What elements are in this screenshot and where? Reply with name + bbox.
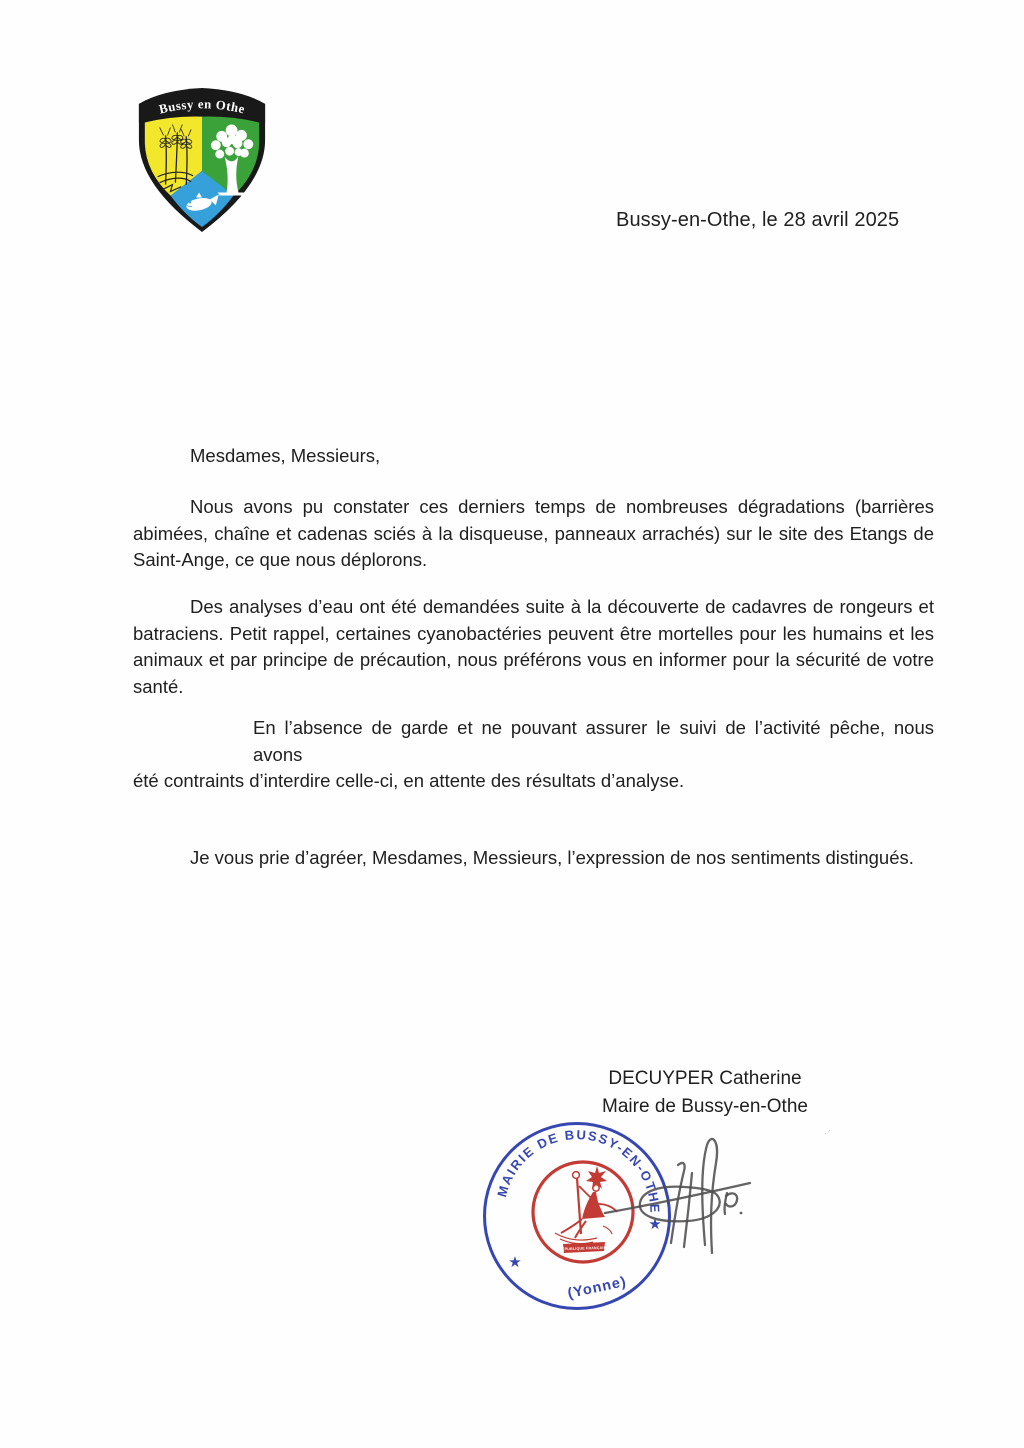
text-line: abimées, chaîne et cadenas sciés à la disqueuse, panneaux arrachés) sur le site des Etangs de [133,522,934,544]
text-line: Saint-Ange, ce que nous déplorons. [133,549,428,570]
paragraph-2 [133,594,934,700]
star-right-icon: ★ [648,1216,662,1233]
stamp-arc-text: MAIRIE DE BUSSY-EN-OTHE [494,1126,663,1215]
handwritten-signature [600,1115,830,1275]
text-line: batraciens. Petit rappel, certaines cyanobactéries peuvent être mortelles pour les humains et les [133,622,934,644]
signatory-title: Maire de Bussy-en-Othe [602,1095,808,1117]
text-line: été contraints d’interdire celle-ci, en attente des résultats d’analyse. [133,770,685,791]
emblem-caption: RÉPUBLIQUE FRANÇAISE [559,1245,609,1252]
text-line: Mesdames, Messieurs, [190,445,381,466]
stamp-bottom-text: (Yonne) [566,1273,629,1303]
signature-block [575,1065,835,1120]
text-line: Nous avons pu constater ces derniers temps de nombreuses dégradations (barrières [190,496,934,517]
date-line: Bussy-en-Othe, le 28 avril 2025 [616,209,900,231]
text-line: En l’absence de garde et ne pouvant assurer le suivi de l’activité pêche, nous avons [253,717,934,765]
paragraph-1 [133,494,934,574]
text-line: animaux et par principe de précaution, nous préférons vous en informer pour la sécurité de votre [133,649,934,670]
signatory-name: DECUYPER Catherine [608,1068,802,1089]
text-line: Je vous prie d’agréer, Mesdames, Messieurs, l’expression de nos sentiments distingués. [190,847,914,868]
star-left-icon: ★ [508,1254,522,1271]
crest-banner-text: Bussy en Othe [157,97,247,117]
ink-speck: ·’ [822,1127,831,1141]
text-line: santé. [133,675,184,697]
salutation [133,443,934,470]
paragraph-3 [133,715,934,795]
text-line: Des analyses d’eau ont été demandées suite à la découverte de cadavres de rongeurs et [190,596,934,617]
closing-formula [133,845,934,872]
